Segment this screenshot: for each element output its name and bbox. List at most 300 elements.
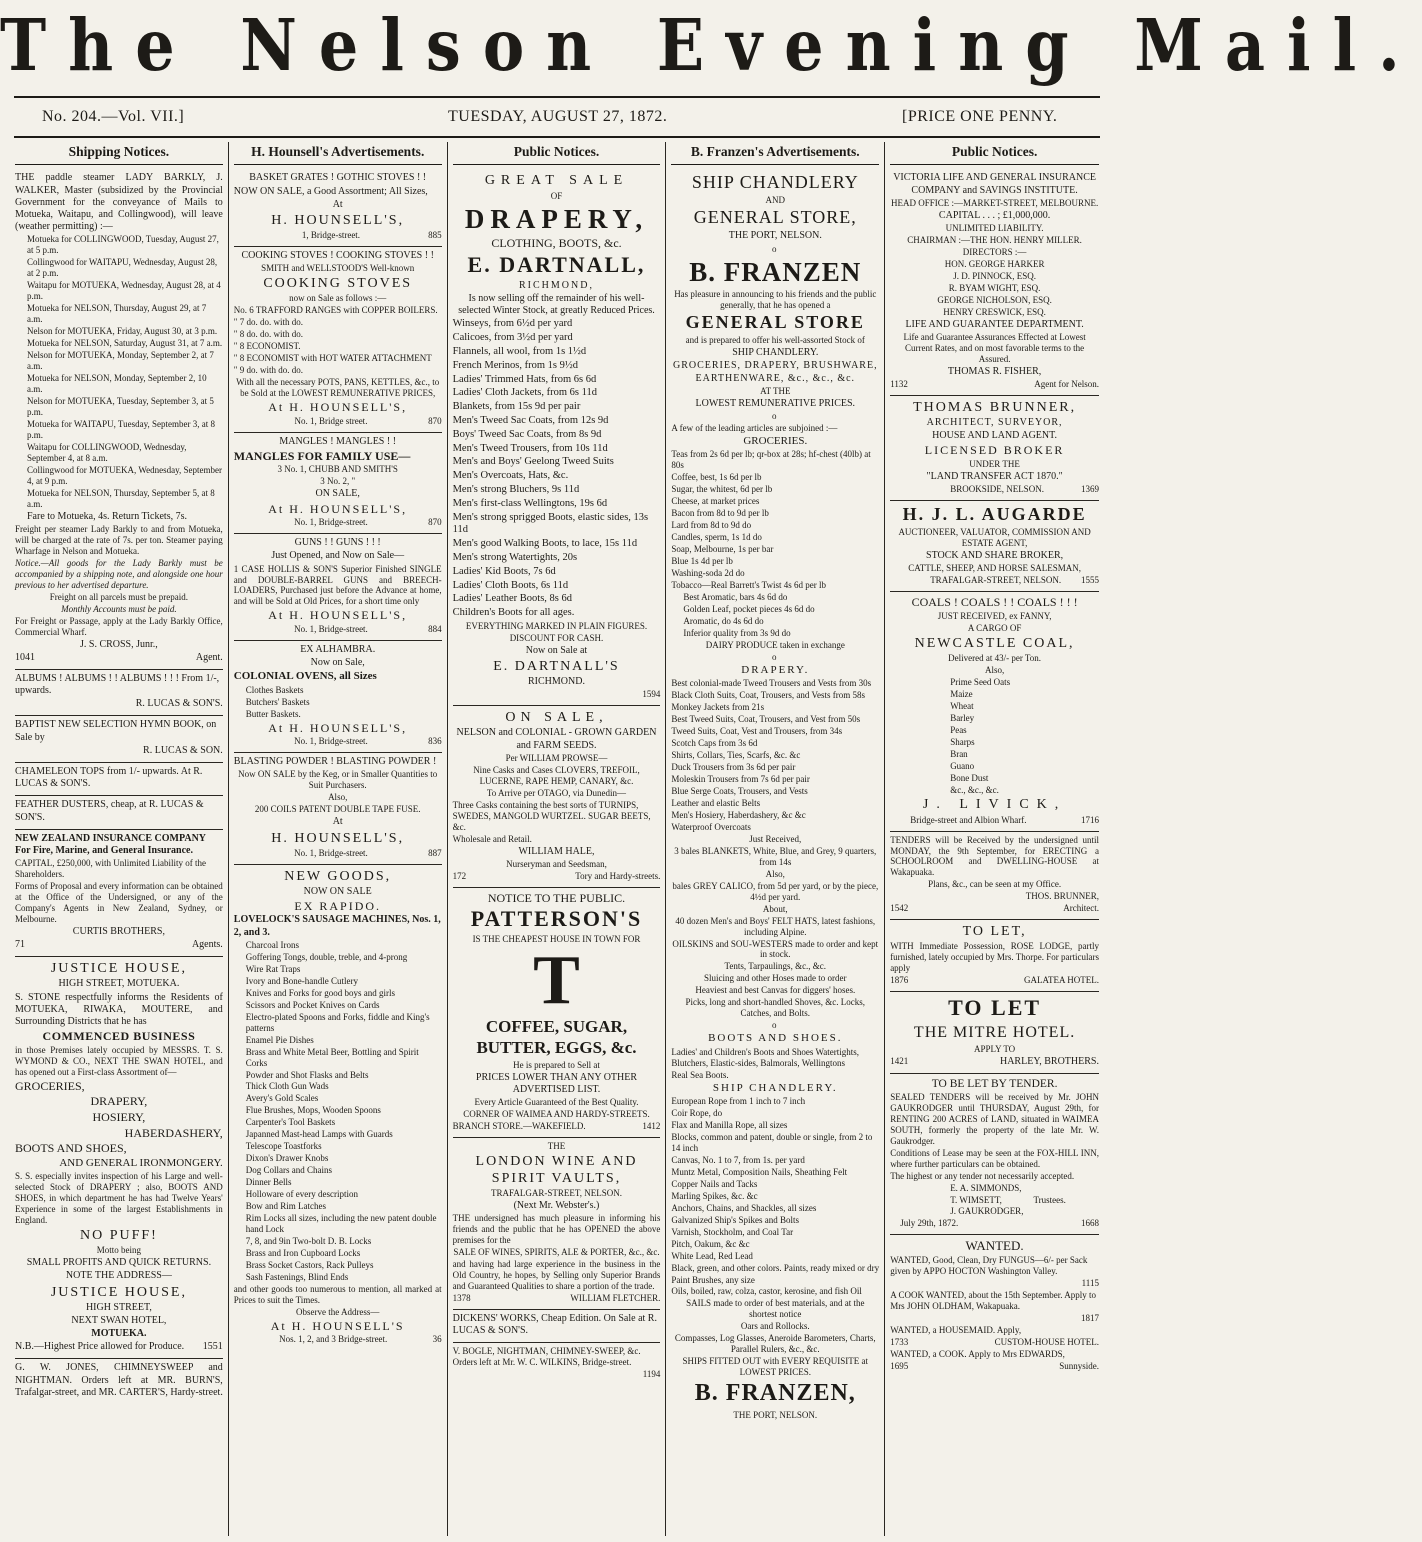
shop-name: At H. HOUNSELL'S, xyxy=(268,608,408,623)
trustee: E. A. SIMMONDS, xyxy=(950,1182,1022,1193)
agent-line xyxy=(890,1056,1099,1068)
shop-name: At H. HOUNSELL'S, xyxy=(268,400,408,415)
picks: Picks, long and short-handled Shoves, &c. Locks, Catches, and Bolts. xyxy=(685,997,866,1019)
shop-name: H. HOUNSELL'S, xyxy=(271,830,405,846)
basket-item: Butter Baskets. xyxy=(245,708,301,719)
grocery-item: Candles, sperm, 1s 1d do xyxy=(671,532,762,543)
ad-at: At xyxy=(332,816,343,828)
ad-signature: R. LUCAS & SON. xyxy=(143,744,223,756)
price-item: Ladies' Trimmed Hats, from 6s 6d xyxy=(452,373,597,385)
shop-name: At H. HOUNSELL'S, xyxy=(268,501,408,516)
seeds-advert xyxy=(453,706,661,887)
sails: SAILS made to order of best materials, and at the shortest notice xyxy=(686,1298,865,1320)
goods-item: Wire Rat Traps xyxy=(245,963,301,974)
ad-body: Life and Guarantee Assurances Effected at Lowest Current Rates, and on most favorable terms to the Assured. xyxy=(903,331,1086,364)
price-item: Men's strong Watertights, 20s xyxy=(452,552,578,564)
drapery-item: Tweed Suits, Coat, Vest and Trousers, from 34s xyxy=(671,726,843,737)
ad-heading: BLASTING POWDER ! BLASTING POWDER ! xyxy=(233,756,437,768)
calico: bales GREY CALICO, from 5d per yard, or by the piece, 4½d per yard. xyxy=(672,880,879,902)
merchant-name: B. FRANZEN, xyxy=(694,1380,856,1407)
ad-number: 172 xyxy=(452,870,467,881)
goods-item: 7, 8, and 9in Two-bolt D. B. Locks xyxy=(245,1236,372,1247)
fares: Fare to Motueka, 4s. Return Tickets, 7s. xyxy=(27,510,187,522)
motto: SMALL PROFITS AND QUICK RETURNS. xyxy=(26,1257,212,1269)
ad-of: OF xyxy=(550,190,563,201)
ad-body: BAPTIST NEW SELECTION HYMN BOOK, on Sale by xyxy=(15,719,217,743)
ad-number: 1876 xyxy=(890,975,909,986)
ad-number: 1115 xyxy=(1081,1278,1099,1289)
augarde-advert xyxy=(890,501,1099,592)
stoves-advert xyxy=(234,169,442,247)
section-heading: DRAPERY. xyxy=(741,663,810,676)
ad-body: G. W. JONES, CHIMNEYSWEEP and NIGHTMAN. Orders left at MR. BURN'S, Trafalgar-street, and MR. CARTER'S, Hardy-street. xyxy=(15,1362,223,1398)
cooking-stoves-advert xyxy=(234,247,442,433)
goods-item: Brass Socket Castors, Rack Pulleys xyxy=(245,1260,374,1270)
ad-heading: ON SALE, xyxy=(505,710,608,726)
ad-title: VICTORIA LIFE AND GENERAL INSURANCE COMPANY and SAVINGS INSTITUTE. xyxy=(893,172,1096,196)
merchant-name: E. DARTNALL'S xyxy=(493,659,620,675)
merchant-place: RICHMOND. xyxy=(528,676,585,688)
column-heading: H. Hounsell's Advertisements. xyxy=(234,142,442,165)
ad-trade: ARCHITECT, SURVEYOR, xyxy=(926,417,1063,429)
ad-heading: GUNS ! ! GUNS ! ! ! xyxy=(294,537,381,549)
ad-apply: APPLY TO xyxy=(973,1043,1016,1054)
goods-item: Holloware of every description xyxy=(245,1189,359,1200)
brunner-advert xyxy=(890,396,1099,501)
wanted-item: WANTED, a HOUSEMAID. Apply, xyxy=(890,1325,1022,1336)
ad-number: 71 xyxy=(15,939,25,951)
goods-item: Flue Brushes, Mops, Wooden Spoons xyxy=(245,1105,381,1116)
dartnall-sale-advert xyxy=(453,169,661,706)
goods-item: Rim Locks all sizes, including the new patent double hand Lock xyxy=(245,1213,437,1235)
ad-trade: STOCK AND SHARE BROKER, xyxy=(926,550,1064,562)
price-item: Men's first-class Wellingtons, 19s 6d xyxy=(452,497,608,509)
ad-heading: NOTICE TO THE PUBLIC. xyxy=(487,890,626,905)
address-text: No. 1, Bridge-street. xyxy=(294,847,368,858)
freight: Freight per steamer Lady Barkly to and from Motueka, will be charged at the rate of 7s. per ton. Steamer paying Wharfage in Nelson and Motueka. xyxy=(15,523,223,556)
drapery-list xyxy=(671,678,879,833)
ad-heading: WANTED. xyxy=(965,1238,1024,1254)
chandlery-item: Galvanized Ship's Spikes and Bolts xyxy=(671,1214,800,1225)
ad-number: 1668 xyxy=(1080,1218,1099,1229)
ad-heading: GREAT SALE xyxy=(484,173,629,189)
price-item: Men's Tweed Sac Coats, from 12s 9d xyxy=(452,415,609,427)
ad-number: 884 xyxy=(428,624,442,635)
goods-item: HABERDASHERY, xyxy=(124,1125,223,1140)
price-item: Ladies' Cloth Jackets, from 6s 11d xyxy=(452,387,597,399)
ad-prices: PRICES LOWER THAN ANY OTHER ADVERTISED LIST. xyxy=(475,1071,638,1095)
ad-number: 1132 xyxy=(890,379,908,390)
director: HENRY CRESWICK, ESQ. xyxy=(943,306,1046,317)
sailing-item: Motueka for NELSON, Saturday, August 31, at 7 a.m. xyxy=(27,338,223,349)
grocery-item: Best Aromatic, bars 4s 6d do xyxy=(683,591,788,602)
sailing-item: Nelson for MOTUEKA, Friday, August 30, at 3 p.m. xyxy=(27,326,218,337)
commenced-business: COMMENCED BUSINESS xyxy=(42,1029,196,1044)
ad-signature: THOMAS R. FISHER, xyxy=(947,365,1042,377)
column-heading: Public Notices. xyxy=(890,142,1099,165)
goods-item: Dinner Bells xyxy=(245,1177,292,1188)
oilskins: OILSKINS and SOU-WESTERS made to order and kept in stock. xyxy=(672,938,879,960)
ad-number: 1555 xyxy=(1080,575,1099,586)
ad-also: Also, xyxy=(328,792,348,803)
ad-body: The highest or any tender not necessarily accepted. xyxy=(890,1170,1075,1181)
guns-advert xyxy=(234,534,442,641)
ad-guarantee: Every Article Guaranteed of the Best Quality. xyxy=(474,1096,639,1107)
motto-label: Motto being xyxy=(96,1245,142,1256)
ad-intro: THE paddle steamer LADY BARKLY, J. WALKER, Master (subsidized by the Provincial Government for the conveyance of Mails to Motueka, Waitapu, and Collingwood), will leave (weather permitting) :— xyxy=(15,172,223,233)
grocery-item: Soap, Melbourne, 1s per bar xyxy=(671,544,774,555)
drapery-item: Moleskin Trousers from 7s 6d per pair xyxy=(671,773,810,784)
grocery-item: Sugar, the whitest, 6d per lb xyxy=(671,484,773,495)
stove-item: " 7 do. do. with do. xyxy=(233,317,303,328)
sailing-item: Nelson for MOTUEKA, Tuesday, September 3, at 5 p.m. xyxy=(27,395,214,417)
tea-letter: T xyxy=(533,942,580,1020)
produce-item: Guano xyxy=(950,760,975,771)
sluicing: Sluicing and other Hoses made to order xyxy=(704,973,847,984)
address-text: No. 1, Bridge-street. xyxy=(294,624,368,635)
chameleon-tops-advert xyxy=(15,763,223,796)
chandlery-item: European Rope from 1 inch to 7 inch xyxy=(671,1095,806,1106)
dairy: DAIRY PRODUCE taken in exchange xyxy=(705,639,845,650)
agent-label: Agents. xyxy=(191,939,223,951)
chandlery-item: Coir Rope, do xyxy=(671,1107,723,1118)
shop-name: H. HOUNSELL'S, xyxy=(271,213,405,229)
signature: HARLEY, BROTHERS. xyxy=(999,1055,1099,1067)
blasting-powder-advert xyxy=(234,753,442,864)
masthead xyxy=(0,0,1422,92)
drapery-item: Duck Trousers from 3s 6d per pair xyxy=(671,761,796,772)
boots-text: Ladies' and Children's Boots and Shoes Watertights, Blutchers, Elastic-sides, Balmorals, Wellingtons xyxy=(671,1046,859,1068)
ad-corner: CORNER OF WAIMEA AND HARDY-STREETS. xyxy=(463,1108,650,1119)
goods-item: Charcoal Irons xyxy=(245,939,300,950)
mitre-hotel-advert xyxy=(890,992,1099,1074)
drapery-item: Best colonial-made Tweed Trousers and Vests from 30s xyxy=(671,678,872,689)
ad-body: 1 CASE HOLLIS & SON'S Superior Finished SINGLE and DOUBLE-BARREL GUNS and BREECH-LOADERS, Purchased just before the Advance at home, and will be Sold at Old Prices, for a short time only xyxy=(233,563,442,607)
ad-heading: NEW GOODS, xyxy=(284,868,392,884)
ad-number: 1369 xyxy=(1080,484,1099,495)
column-public-notices xyxy=(448,142,667,1536)
drapery-item: Leather and elastic Belts xyxy=(671,797,761,808)
sailing-item: Collingwood for WAITAPU, Wednesday, August 28, at 2 p.m. xyxy=(27,257,218,279)
blankets: 3 bales BLANKETS, White, Blue, and Grey, 9 quarters, from 14s xyxy=(674,845,877,867)
branch-text: BRANCH STORE.—WAKEFIELD. xyxy=(452,1120,586,1131)
premises: in those Premises lately occupied by MESSRS. T. S. WYMOND & CO., NEXT THE SWAN HOTEL, and has opened out a First-class Assortment of— xyxy=(15,1044,223,1077)
ad-title: NEW ZEALAND INSURANCE COMPANY For Fire, Marine, and General Insurance. xyxy=(15,832,206,856)
nb-text: N.B.—Highest Price allowed for Produce. xyxy=(15,1341,185,1353)
goods-item: Dixon's Drawer Knobs xyxy=(245,1153,329,1164)
nightman-advert xyxy=(453,1343,661,1385)
ad-title: COOKING STOVES xyxy=(263,276,413,292)
ad-title: DRAPERY, xyxy=(464,203,649,234)
goods-item: Scissors and Pocket Knives on Cards xyxy=(245,999,380,1010)
goods-item: Telescope Toastforks xyxy=(245,1141,322,1152)
ad-number: 887 xyxy=(428,847,442,858)
address-line: NEXT SWAN HOTEL, xyxy=(71,1314,167,1326)
ad-sale: ON SALE, xyxy=(315,488,360,500)
ad-body: IS THE CHEAPEST HOUSE IN TOWN FOR xyxy=(472,934,641,945)
ad-title: LONDON WINE AND SPIRIT VAULTS, xyxy=(475,1153,638,1186)
groceries-list xyxy=(671,449,879,639)
ad-body: Conditions of Lease may be seen at the FOX-HILL INN, where further particulars can be obtained. xyxy=(890,1147,1099,1169)
section-heading: SHIP CHANDLERY. xyxy=(712,1081,838,1094)
price-item: Men's good Walking Boots, to lace, 15s 11d xyxy=(452,538,638,550)
column-shipping-notices xyxy=(10,142,229,1536)
franzen-advert xyxy=(671,169,879,1425)
goods-item: Brass and Iron Cupboard Locks xyxy=(245,1248,361,1259)
ship-chandlery-list xyxy=(671,1096,879,1297)
ad-heading: TO BE LET BY TENDER. xyxy=(931,1077,1058,1090)
head-office: HEAD OFFICE :—MARKET-STREET, MELBOURNE. xyxy=(890,197,1099,208)
no-puff: NO PUFF! xyxy=(79,1228,158,1244)
drapery-item: Men's Hosiery, Haberdashery, &c &c xyxy=(671,809,806,820)
column-heading: B. Franzen's Advertisements. xyxy=(671,142,879,165)
ad-sale: SALE OF WINES, SPIRITS, ALE & PORTER, &c., &c. xyxy=(453,1247,660,1258)
ad-title: COLONIAL OVENS, all Sizes xyxy=(233,670,377,683)
goods-item: HOSIERY, xyxy=(92,1109,146,1124)
date-text: July 29th, 1872. xyxy=(900,1218,959,1229)
address-text: CUSTOM-HOUSE HOTEL. xyxy=(994,1337,1099,1348)
merchant-trade: Nurseryman and Seedsman, xyxy=(506,858,607,869)
sailing-item: Collingwood for MOTUEKA, Wednesday, September 4, at 9 p.m. xyxy=(27,464,222,486)
agent-line xyxy=(890,1337,1099,1348)
dateline xyxy=(0,104,1114,136)
ad-body: TENDERS will be Received by the undersigned until MONDAY, the 9th September, for ERECTING a SCHOOLROOM and DWELLING-HOUSE at Wakapuaka. xyxy=(890,834,1099,878)
drapery-item: Scotch Caps from 3s 6d xyxy=(671,738,758,749)
ad-subtitle: Now on Sale, xyxy=(310,657,365,669)
address-text: Sunnyside. xyxy=(1059,1360,1099,1371)
ad-number: 885 xyxy=(428,230,442,241)
chandlery-item: Black, green, and other colors. Paints, ready mixed or dry xyxy=(671,1262,880,1273)
ad-ex: EX RAPIDO. xyxy=(294,898,382,913)
grocery-item: Aromatic, do 4s 6d do xyxy=(683,615,764,626)
column-public-notices-2 xyxy=(885,142,1104,1536)
shop-name: At H. HOUNSELL'S, xyxy=(268,720,408,735)
price-item: Blankets, from 15s 9d per pair xyxy=(452,401,581,413)
price-list xyxy=(453,318,661,620)
chimneysweep-advert xyxy=(15,1359,223,1404)
prepaid: Freight on all parcels must be prepaid. xyxy=(49,591,188,602)
ad-body: NOW ON SALE, a Good Assortment; All Sizes, xyxy=(233,185,428,197)
ad-heading: TO LET, xyxy=(962,924,1027,940)
chairman: CHAIRMAN :—THE HON. HENRY MILLER. xyxy=(907,234,1082,245)
trustee: J. GAUKRODGER, xyxy=(950,1206,1024,1217)
produce-item: &c., &c., &c. xyxy=(950,784,999,795)
ad-body: and having had large experience in the business in the Old Country, he hopes, by Selling only Superior Brands and Guaranteed Qualities to share a portion of the trade. xyxy=(452,1258,661,1291)
ad-body: Three Casks containing the best sorts of TURNIPS, SWEDES, MANGOLD WURTZEL. SUGAR BEETS, &c. xyxy=(452,799,651,832)
ad-address: TRAFALGAR-STREET, NELSON. xyxy=(491,1187,622,1198)
ad-number: 1412 xyxy=(642,1120,661,1131)
sailing-item: Motueka for NELSON, Monday, September 2, 10 a.m. xyxy=(27,373,207,394)
grocery-item: Golden Leaf, pocket pieces 4s 6d do xyxy=(683,603,815,614)
ad-number: 36 xyxy=(432,1334,442,1345)
ad-heading: COALS ! COALS ! ! COALS ! ! ! xyxy=(911,595,1078,610)
goods-item: Enamel Pie Dishes xyxy=(245,1034,314,1045)
ad-trade: LICENSED BROKER xyxy=(924,443,1065,458)
mangle-item: 3 No. 2, " xyxy=(320,476,356,487)
shop-name: At H. HOUNSELL'S xyxy=(270,1318,405,1333)
ad-body: THE undersigned has much pleasure in informing his friends and the public that he has OPENED the above premises for the xyxy=(452,1213,661,1246)
drapery-item: Best Tweed Suits, Coat, Trousers, and Vest from 50s xyxy=(671,714,861,725)
insurance-advert xyxy=(15,830,223,958)
ad-title: COFFEE, SUGAR, BUTTER, EGGS, &c. xyxy=(476,1017,637,1057)
goods-item: DRAPERY, xyxy=(90,1094,148,1109)
notice: Notice.—All goods for the Lady Barkly must be accompanied by a shipping note, and alongside one hour previous to her advertised departure. xyxy=(15,557,223,590)
ad-address: THE PORT, NELSON. xyxy=(733,1409,818,1420)
agent-label: Agent for Nelson. xyxy=(1034,379,1099,390)
produce-item: Bran xyxy=(950,748,968,759)
merchant-name: THOMAS BRUNNER, xyxy=(913,400,1077,415)
merchant-name: E. DARTNALL, xyxy=(467,252,646,278)
price-item: Ladies' Cloth Boots, 6s 11d xyxy=(452,579,569,591)
address-text: No. 1, Bridge-street. xyxy=(294,736,368,747)
merchant-address xyxy=(453,871,661,882)
ad-wholesale: Wholesale and Retail. xyxy=(452,833,532,844)
ad-number: 1817 xyxy=(1080,1313,1099,1324)
discount: DISCOUNT FOR CASH. xyxy=(509,632,604,643)
ad-number: 870 xyxy=(428,517,442,528)
directors-heading: DIRECTORS :— xyxy=(962,246,1027,257)
shop-address xyxy=(234,517,442,528)
basket-item: Clothes Baskets xyxy=(245,684,304,695)
ad-cargo: A CARGO OF xyxy=(967,622,1022,633)
divider: o xyxy=(772,243,779,254)
wanted-item: WANTED, Good, Clean, Dry FUNGUS—6/- per Sack given by APPO HOCTON Washington Valley. xyxy=(890,1255,1088,1277)
ad-body: CHAMELEON TOPS from 1/- upwards. At R. LUCAS & SON'S. xyxy=(15,766,203,790)
agent-line xyxy=(890,575,1099,586)
ad-number: 1041 xyxy=(15,651,35,663)
trustee-names xyxy=(890,1183,1023,1219)
stove-item: " 8 ECONOMIST with HOT WATER ATTACHMENT xyxy=(233,353,432,364)
trustees-block xyxy=(890,1183,1099,1219)
shop-address xyxy=(234,848,442,859)
ad-title: LOVELOCK'S SAUSAGE MACHINES, Nos. 1, 2, and 3. xyxy=(233,914,441,938)
agent-line xyxy=(15,652,223,664)
ad-body: FEATHER DUSTERS, cheap, at R. LUCAS & SON'S. xyxy=(15,799,204,823)
column-hounsell-advertisements xyxy=(229,142,448,1536)
ad-body: DICKENS' WORKS, Cheap Edition. On Sale at R. LUCAS & SON'S. xyxy=(452,1312,657,1337)
sailing-schedule xyxy=(15,234,223,509)
ad-heading: COOKING STOVES ! COOKING STOVES ! ! xyxy=(241,250,434,262)
divider: o xyxy=(772,1020,779,1031)
ad-signature: R. LUCAS & SON'S. xyxy=(135,698,223,710)
director: R. BYAM WIGHT, ESQ. xyxy=(948,282,1041,293)
land-tender-advert xyxy=(890,1074,1099,1236)
ad-signature-line xyxy=(453,1293,661,1304)
grocery-item: Coffee, best, 1s 6d per lb xyxy=(671,472,762,483)
schoolroom-tenders-advert xyxy=(890,832,1099,921)
chandlery-item: Canvas, No. 1 to 7, from 1s. per yard xyxy=(671,1154,805,1165)
goods-item: Avery's Gold Scales xyxy=(245,1093,319,1104)
ad-at: At xyxy=(332,198,343,210)
ad-trade: HOUSE AND LAND AGENT. xyxy=(932,430,1057,442)
chandlery-item: Marling Spikes, &c. &c xyxy=(671,1190,758,1201)
grocery-item: Teas from 2s 6d per lb; qr-box at 28s; hf-chest (40lb) at 80s xyxy=(671,449,871,471)
chandlery-item: Blocks, common and patent, double or single, from 2 to 14 inch xyxy=(671,1131,873,1153)
shop-address xyxy=(234,624,442,635)
goods-item: Bow and Rim Latches xyxy=(245,1201,327,1212)
ad-lowest: LOWEST REMUNERATIVE PRICES. xyxy=(695,397,856,409)
also: Also, xyxy=(765,868,785,879)
goods-item: Sash Fastenings, Blind Ends xyxy=(245,1271,349,1282)
ad-trade: CATTLE, SHEEP, AND HORSE SALESMAN, xyxy=(908,563,1081,574)
ad-body: ALBUMS ! ALBUMS ! ! ALBUMS ! ! ! From 1/-, upwards. xyxy=(15,672,220,697)
fitted: SHIPS FITTED OUT with EVERY REQUISITE at LOWEST PRICES. xyxy=(682,1356,869,1378)
drapery-item: Waterproof Overcoats xyxy=(671,821,751,832)
address-text: No. 1, Bridge-street. xyxy=(294,517,368,528)
merchant-name: WILLIAM HALE, xyxy=(518,845,595,857)
price-item: Men's Overcoats, Hats, &c. xyxy=(452,470,569,482)
issue-number: No. 204.—Vol. VII.] xyxy=(42,108,185,125)
agent-line xyxy=(890,1361,1099,1372)
ad-subtitle: Just Opened, and Now on Sale— xyxy=(271,550,405,562)
grocery-item: Lard from 8d to 9d do xyxy=(671,520,752,531)
goods-item: Ivory and Bone-handle Cutlery xyxy=(245,975,359,986)
merchant-name: PATTERSON'S xyxy=(470,906,643,932)
ad-body: and other goods too numerous to mention, all marked at Prices to suit the Times. xyxy=(233,1283,442,1305)
stove-item: " 8 do. do. with do. xyxy=(233,329,303,340)
chandlery-item: Anchors, Chains, and Shackles, all sizes xyxy=(671,1202,817,1213)
ad-fuse: 200 COILS PATENT DOUBLE TAPE FUSE. xyxy=(254,804,421,815)
agent-label: Architect. xyxy=(1063,903,1099,914)
liability: UNLIMITED LIABILITY. xyxy=(945,223,1044,233)
chandlery-item: White Lead, Red Lead xyxy=(671,1250,753,1261)
victoria-insurance-advert xyxy=(890,169,1099,396)
sea-boots: Real Sea Boots. xyxy=(671,1069,729,1080)
ad-title: NEWCASTLE COAL, xyxy=(914,635,1075,651)
goods-item: Dog Collars and Chains xyxy=(245,1165,333,1176)
about: About, xyxy=(762,903,788,914)
merchant-name: B. FRANZEN xyxy=(689,256,862,287)
hymn-book-advert xyxy=(15,716,223,763)
issue-price: [PRICE ONE PENNY. xyxy=(902,108,1058,125)
chandlery-item: Copper Nails and Tacks xyxy=(671,1178,758,1189)
ad-number: 1716 xyxy=(1080,814,1099,825)
sailing-item: Waitapu for COLLINGWOOD, Wednesday, September 4, at 8 a.m. xyxy=(27,441,187,463)
agent-line xyxy=(15,939,223,951)
monthly: Monthly Accounts must be paid. xyxy=(61,603,177,614)
ad-categories: GROCERIES, DRAPERY, BRUSHWARE, EARTHENWARE, &c., &c., &c. xyxy=(673,360,878,384)
ad-body: With all the necessary POTS, PANS, KETTLES, &c., to be Sold at the LOWEST REMUNERATIVE PRICES, xyxy=(236,377,440,399)
ad-body: SEALED TENDERS will be received by Mr. JOHN GAUKRODGER until THURSDAY, August 29th, for RENTING 200 ACRES of LAND, situated in WAIMEA SOUTH, formerly the property of the late Mr. W. Gaukrodger. xyxy=(890,1091,1099,1146)
ad-heading: MANGLES ! MANGLES ! ! xyxy=(279,435,397,447)
shop-address xyxy=(234,416,442,427)
just-received: Just Received, xyxy=(749,833,802,844)
ad-body: Has pleasure in announcing to his friends and the public generally, that he has opened a xyxy=(674,289,877,311)
compasses: Compasses, Log Glasses, Aneroide Barometers, Charts, Parallel Rulers, &c., &c. xyxy=(674,1333,876,1355)
sailing-item: Waitapu for MOTUEKA, Wednesday, August 28, at 4 p.m. xyxy=(27,280,221,302)
coals-advert xyxy=(890,592,1099,831)
stove-item: " 9 do. with do. do. xyxy=(233,365,303,376)
agent-line xyxy=(890,484,1099,495)
sailing-item: Motueka for NELSON, Thursday, September 5, at 8 a.m. xyxy=(27,487,215,509)
sailing-item: Nelson for MOTUEKA, Monday, September 2, at 7 a.m. xyxy=(27,350,214,372)
price-item: Men's Tweed Trousers, from 10s 11d xyxy=(452,442,608,454)
agent-line xyxy=(890,975,1099,986)
ad-the: THE xyxy=(547,1140,566,1151)
trustees-label: Trustees. xyxy=(1033,1194,1066,1205)
price-item: Boys' Tweed Sac Coats, from 8s 9d xyxy=(452,428,602,440)
rose-lodge-advert xyxy=(890,920,1099,992)
produce-item: Bone Dust xyxy=(950,772,989,783)
price-item: Flannels, all wool, from 1s 1½d xyxy=(452,346,587,358)
ad-atthe: AT THE xyxy=(760,385,791,396)
page-columns xyxy=(10,142,1104,1536)
merchant-name: H. J. L. AUGARDE xyxy=(902,504,1087,525)
ad-title: JUSTICE HOUSE, xyxy=(50,961,187,977)
ad-subtitle: NOW ON SALE xyxy=(303,885,372,897)
sailing-item: Motueka for WAITAPU, Tuesday, September 3, at 8 p.m. xyxy=(27,418,216,440)
ad-body: Now ON SALE by the Keg, or in Smaller Quantities to Suit Purchasers. xyxy=(238,769,438,791)
